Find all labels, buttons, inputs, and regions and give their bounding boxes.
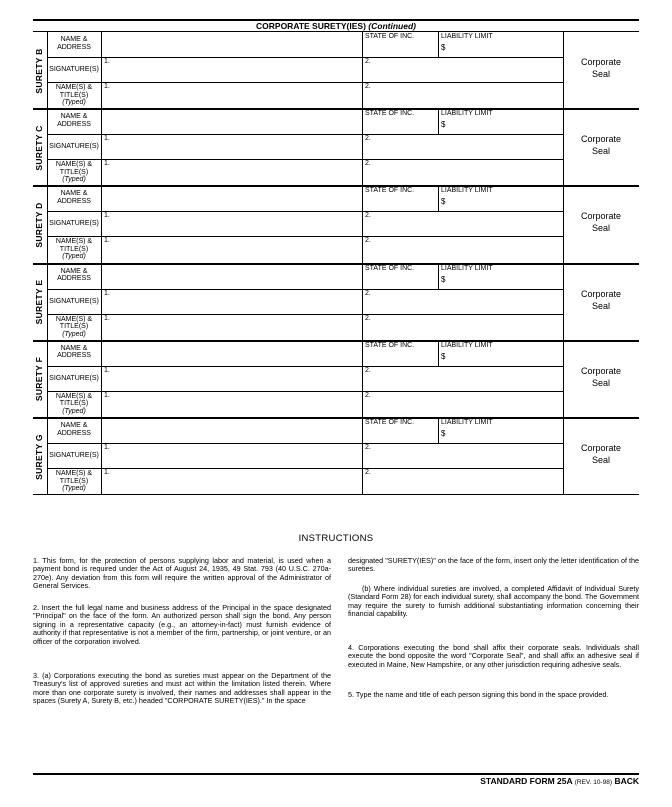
signature-2-field[interactable]: 2. (365, 135, 371, 143)
name-title-1-field[interactable]: 1. (104, 469, 110, 476)
surety-block (33, 264, 639, 341)
name-address-field[interactable] (102, 342, 361, 365)
typed-label: (Typed) (62, 253, 86, 261)
typed-label: (Typed) (62, 407, 86, 415)
signature-1-field[interactable]: 1. (104, 135, 110, 143)
signatures-label: SIGNATURE(S) (49, 220, 99, 228)
divider (362, 32, 363, 109)
corporate-seal-area[interactable]: Corporate Seal (580, 365, 622, 388)
instruction-1: 1. This form, for the protection of persons supplying labor and material, is used when a payment bond is required under the Act of August 24, 1935, 49 Stat. 793 (40 U.S.C. 270a-270e). Any deviation from this form will require the written approval of the Administrator of General Services. (33, 556, 331, 591)
signatures-label: SIGNATURE(S) (49, 66, 99, 73)
name-address-label: NAME & ADDRESS (57, 36, 91, 51)
surety-block (33, 32, 639, 109)
divider (438, 341, 439, 366)
dollar-sign: $ (441, 429, 446, 438)
name-address-field[interactable] (102, 33, 361, 56)
divider (362, 264, 363, 341)
typed-label: (Typed) (62, 330, 86, 338)
signatures-label: SIGNATURE(S) (49, 297, 99, 305)
signature-1-field[interactable]: 1. (104, 212, 110, 220)
corporate-seal-area[interactable]: Corporate Seal (580, 211, 622, 234)
surety-label: SURETY F (34, 357, 44, 402)
names-titles-label: NAME(S) & TITLE(S) (Typed) (55, 392, 93, 415)
signature-2-field[interactable]: 2. (365, 366, 371, 374)
name-address-label: NAME & ADDRESS (57, 113, 91, 128)
instructions-heading: INSTRUCTIONS (298, 533, 374, 544)
liability-limit-field[interactable]: LIABILITY LIMIT $ (441, 264, 493, 284)
surety-block (33, 341, 639, 418)
instruction-3a: 3. (a) Corporations executing the bond as sureties must appear on the Department of the Treasury's list of approved sureties and must act within the limitation listed therein. Where more than one corporate surety is involved, their names and addresses shall appear in the spaces (Surety A, Surety B, etc.) headed "CORPORATE SURETY(IES)." In the space (33, 671, 331, 706)
name-address-field[interactable] (102, 419, 361, 442)
signature-1-field[interactable]: 1. (104, 58, 110, 65)
dollar-sign: $ (441, 197, 446, 207)
typed-label: (Typed) (62, 176, 86, 184)
signature-2-field[interactable]: 2. (365, 212, 371, 220)
name-title-1-field[interactable]: 1. (104, 160, 110, 168)
form-footer (480, 776, 639, 786)
divider (438, 186, 439, 211)
signatures-label: SIGNATURE(S) (49, 143, 99, 151)
corporate-seal-area[interactable]: Corporate Seal (580, 443, 622, 465)
names-titles-label: NAME(S) & TITLE(S) (Typed) (55, 238, 93, 261)
dollar-sign: $ (441, 351, 446, 361)
corporate-seal-area[interactable]: Corporate Seal (580, 288, 622, 311)
signatures-label: SIGNATURE(S) (49, 374, 99, 382)
dollar-sign: $ (441, 43, 446, 52)
liability-limit-field[interactable]: LIABILITY LIMIT $ (441, 419, 493, 438)
state-of-inc-field[interactable]: STATE OF INC. (365, 110, 415, 118)
name-title-1-field[interactable]: 1. (104, 314, 110, 322)
instruction-5: 5. Type the name and title of each person signing this bond in the space provided. (348, 690, 609, 699)
form-number: STANDARD FORM 25A (480, 776, 573, 786)
signature-1-field[interactable]: 1. (104, 289, 110, 297)
signatures-label: SIGNATURE(S) (49, 452, 99, 459)
liability-limit-field[interactable]: LIABILITY LIMIT $ (441, 187, 493, 207)
name-title-2-field[interactable]: 2. (365, 237, 371, 245)
instruction-3a-continued: designated "SURETY(IES)" on the face of the form, insert only the letter identification of the sureties. (348, 556, 639, 574)
liability-limit-field[interactable]: LIABILITY LIMIT $ (441, 341, 493, 361)
dollar-sign: $ (441, 274, 446, 284)
page-side: BACK (614, 776, 639, 786)
name-title-1-field[interactable]: 1. (104, 83, 110, 90)
surety-block (33, 109, 639, 186)
state-of-inc-field[interactable]: STATE OF INC. (365, 341, 415, 349)
name-address-label: NAME & ADDRESS (57, 344, 91, 360)
name-title-2-field[interactable]: 2. (365, 83, 371, 90)
signature-1-field[interactable]: 1. (104, 366, 110, 374)
signature-2-field[interactable]: 2. (365, 58, 371, 65)
divider (362, 109, 363, 186)
surety-label: SURETY C (34, 125, 44, 171)
surety-block (33, 418, 639, 495)
name-address-label: NAME & ADDRESS (57, 190, 91, 205)
surety-label: SURETY G (34, 433, 44, 480)
form-revision: (REV. 10-98) (574, 779, 613, 786)
dollar-sign: $ (441, 120, 446, 130)
name-title-2-field[interactable]: 2. (365, 160, 371, 168)
surety-label: SURETY D (34, 202, 44, 248)
divider (438, 264, 439, 289)
surety-label: SURETY E (34, 279, 44, 325)
name-address-label: NAME & ADDRESS (57, 267, 91, 283)
signature-2-field[interactable]: 2. (365, 444, 371, 451)
name-address-field[interactable] (102, 110, 361, 133)
signature-2-field[interactable]: 2. (365, 289, 371, 297)
state-of-inc-field[interactable]: STATE OF INC. (365, 264, 415, 272)
name-title-1-field[interactable]: 1. (104, 391, 110, 399)
corporate-seal-area[interactable]: Corporate Seal (580, 57, 622, 79)
liability-limit-field[interactable]: LIABILITY LIMIT $ (441, 110, 493, 130)
name-title-1-field[interactable]: 1. (104, 237, 110, 245)
liability-limit-field[interactable]: LIABILITY LIMIT $ (441, 33, 493, 52)
footer-rule (33, 773, 639, 775)
state-of-inc-field[interactable]: STATE OF INC. (365, 419, 415, 426)
divider (438, 418, 439, 443)
form-title-continued: (Continued) (368, 21, 416, 31)
names-titles-label: NAME(S) & TITLE(S) (Typed) (55, 161, 93, 184)
typed-label: (Typed) (62, 99, 86, 106)
surety-block (33, 186, 639, 263)
block-bottom-rule (33, 494, 639, 495)
name-address-label: NAME & ADDRESS (57, 422, 91, 437)
divider (362, 418, 363, 495)
form-title (33, 21, 639, 31)
name-title-2-field[interactable]: 2. (365, 314, 371, 322)
state-of-inc-field[interactable]: STATE OF INC. (365, 33, 415, 40)
names-titles-label: NAME(S) & TITLE(S) (Typed) (55, 470, 93, 492)
corporate-seal-area[interactable]: Corporate Seal (580, 134, 622, 157)
form-title-text: CORPORATE SURETY(IES) (256, 21, 366, 31)
signature-1-field[interactable]: 1. (104, 444, 110, 451)
divider (362, 186, 363, 263)
instruction-3b: (b) Where individual sureties are involved, a completed Affidavit of Individual Surety (Standard Form 28) for each individual surety, shall accompany the bond. The Government may require the surety to furnish additional substantiating information concerning their financial capability. (348, 584, 639, 619)
name-address-field[interactable] (102, 187, 361, 210)
divider (438, 109, 439, 134)
divider (438, 32, 439, 57)
names-titles-label: NAME(S) & TITLE(S) (Typed) (55, 84, 93, 106)
instruction-4: 4. Corporations executing the bond shall affix their corporate seals. Individuals shall execute the bond opposite the word "Corporate Seal", and shall affix an adhesive seal if executed in Maine, New Hampshire, or any other jurisdiction requiring adhesive seals. (348, 643, 639, 669)
names-titles-label: NAME(S) & TITLE(S) (Typed) (55, 315, 93, 338)
name-title-2-field[interactable]: 2. (365, 469, 371, 476)
instruction-2: 2. Insert the full legal name and business address of the Principal in the space designated "Principal" on the face of the form. An authorized person shall sign the bond. Any person signing in a representative capacity (e.g., an attorney-in-fact) must furnish evidence of authority if that representative is not a member of the firm, partnership, or joint venture, or an officer of the corporation involved. (33, 603, 331, 646)
divider (362, 341, 363, 418)
state-of-inc-field[interactable]: STATE OF INC. (365, 187, 415, 195)
surety-label: SURETY B (34, 47, 44, 94)
typed-label: (Typed) (62, 485, 86, 492)
name-address-field[interactable] (102, 265, 361, 288)
name-title-2-field[interactable]: 2. (365, 391, 371, 399)
